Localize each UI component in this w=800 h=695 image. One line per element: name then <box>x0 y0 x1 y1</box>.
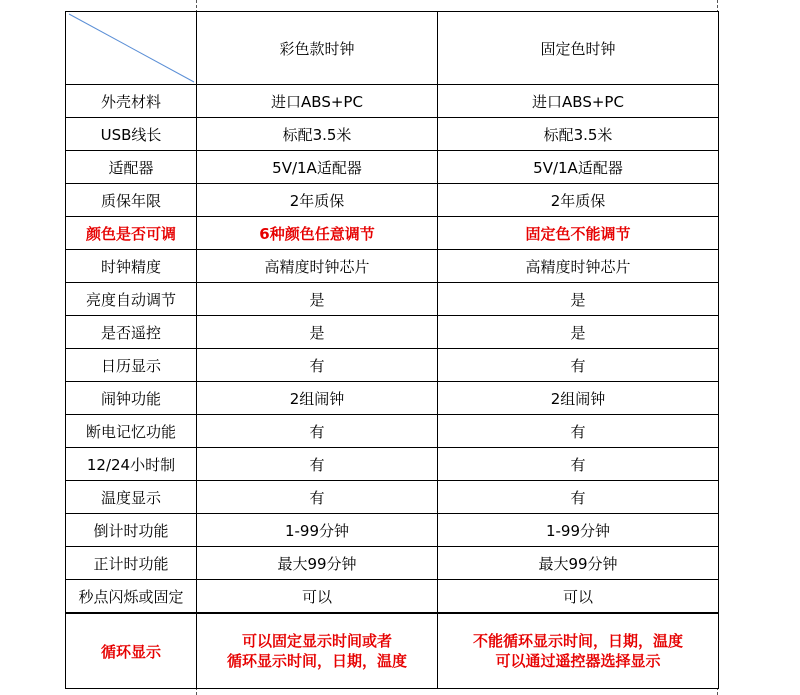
row-value-fixed: 是 <box>438 316 719 349</box>
row-label: 外壳材料 <box>66 85 197 118</box>
row-value-colorful: 可以 <box>197 580 438 614</box>
row-value-fixed: 有 <box>438 349 719 382</box>
cell-line: 不能循环显示时间，日期，温度 <box>472 632 683 650</box>
table-row <box>66 250 719 283</box>
table-row <box>66 481 719 514</box>
row-value-fixed: 最大99分钟 <box>438 547 719 580</box>
row-label: 12/24小时制 <box>66 448 197 481</box>
row-value-colorful: 6种颜色任意调节 <box>197 217 438 250</box>
row-value-fixed: 5V/1A适配器 <box>438 151 719 184</box>
row-label: USB线长 <box>66 118 197 151</box>
row-value-fixed: 固定色不能调节 <box>438 217 719 250</box>
row-value-colorful: 高精度时钟芯片 <box>197 250 438 283</box>
table-row <box>66 547 719 580</box>
header-corner-cell <box>66 12 197 85</box>
row-label: 倒计时功能 <box>66 514 197 547</box>
table-row <box>66 283 719 316</box>
row-value-fixed: 2年质保 <box>438 184 719 217</box>
row-value-colorful: 1-99分钟 <box>197 514 438 547</box>
row-value-fixed: 2组闹钟 <box>438 382 719 415</box>
row-label: 是否遥控 <box>66 316 197 349</box>
row-value-fixed: 1-99分钟 <box>438 514 719 547</box>
row-value-fixed: 有 <box>438 481 719 514</box>
row-value-fixed: 可以 <box>438 580 719 614</box>
row-value-colorful: 最大99分钟 <box>197 547 438 580</box>
table-row <box>66 118 719 151</box>
table-row-highlight <box>66 613 719 689</box>
row-label: 秒点闪烁或固定 <box>66 580 197 614</box>
table-row <box>66 85 719 118</box>
table-row <box>66 580 719 614</box>
row-label: 时钟精度 <box>66 250 197 283</box>
row-value-colorful: 有 <box>197 448 438 481</box>
row-label: 适配器 <box>66 151 197 184</box>
table-row <box>66 514 719 547</box>
row-value-colorful: 是 <box>197 316 438 349</box>
row-label: 日历显示 <box>66 349 197 382</box>
row-label: 亮度自动调节 <box>66 283 197 316</box>
diagonal-divider <box>66 12 197 84</box>
table-header-row <box>66 12 719 85</box>
row-value-fixed: 有 <box>438 415 719 448</box>
table-row <box>66 382 719 415</box>
row-label: 质保年限 <box>66 184 197 217</box>
row-value-fixed: 是 <box>438 283 719 316</box>
row-value-fixed: 标配3.5米 <box>438 118 719 151</box>
table-row <box>66 448 719 481</box>
row-value-colorful: 进口ABS+PC <box>197 85 438 118</box>
row-label: 断电记忆功能 <box>66 415 197 448</box>
row-value-colorful: 有 <box>197 349 438 382</box>
row-value-colorful: 2组闹钟 <box>197 382 438 415</box>
table-row <box>66 316 719 349</box>
row-label: 正计时功能 <box>66 547 197 580</box>
row-value-colorful: 2年质保 <box>197 184 438 217</box>
row-label: 闹钟功能 <box>66 382 197 415</box>
table-row <box>66 151 719 184</box>
cell-line: 循环显示时间，日期，温度 <box>226 652 407 670</box>
row-value-fixed: 有 <box>438 448 719 481</box>
cell-line: 可以固定显示时间或者 <box>241 632 392 650</box>
table-row <box>66 415 719 448</box>
header-colorful-clock: 彩色款时钟 <box>197 12 438 85</box>
row-value-colorful: 是 <box>197 283 438 316</box>
row-value-colorful: 有 <box>197 415 438 448</box>
row-value-fixed: 高精度时钟芯片 <box>438 250 719 283</box>
row-value-colorful <box>197 613 438 689</box>
table-row <box>66 349 719 382</box>
cell-line: 可以通过遥控器选择显示 <box>495 652 661 670</box>
comparison-table <box>65 11 719 689</box>
row-label: 温度显示 <box>66 481 197 514</box>
row-label: 颜色是否可调 <box>66 217 197 250</box>
row-value-fixed <box>438 613 719 689</box>
row-value-colorful: 有 <box>197 481 438 514</box>
row-value-colorful: 5V/1A适配器 <box>197 151 438 184</box>
row-value-colorful: 标配3.5米 <box>197 118 438 151</box>
table-row-highlight <box>66 217 719 250</box>
row-value-fixed: 进口ABS+PC <box>438 85 719 118</box>
header-fixed-color-clock: 固定色时钟 <box>438 12 719 85</box>
row-label: 循环显示 <box>66 613 197 689</box>
table-row <box>66 184 719 217</box>
